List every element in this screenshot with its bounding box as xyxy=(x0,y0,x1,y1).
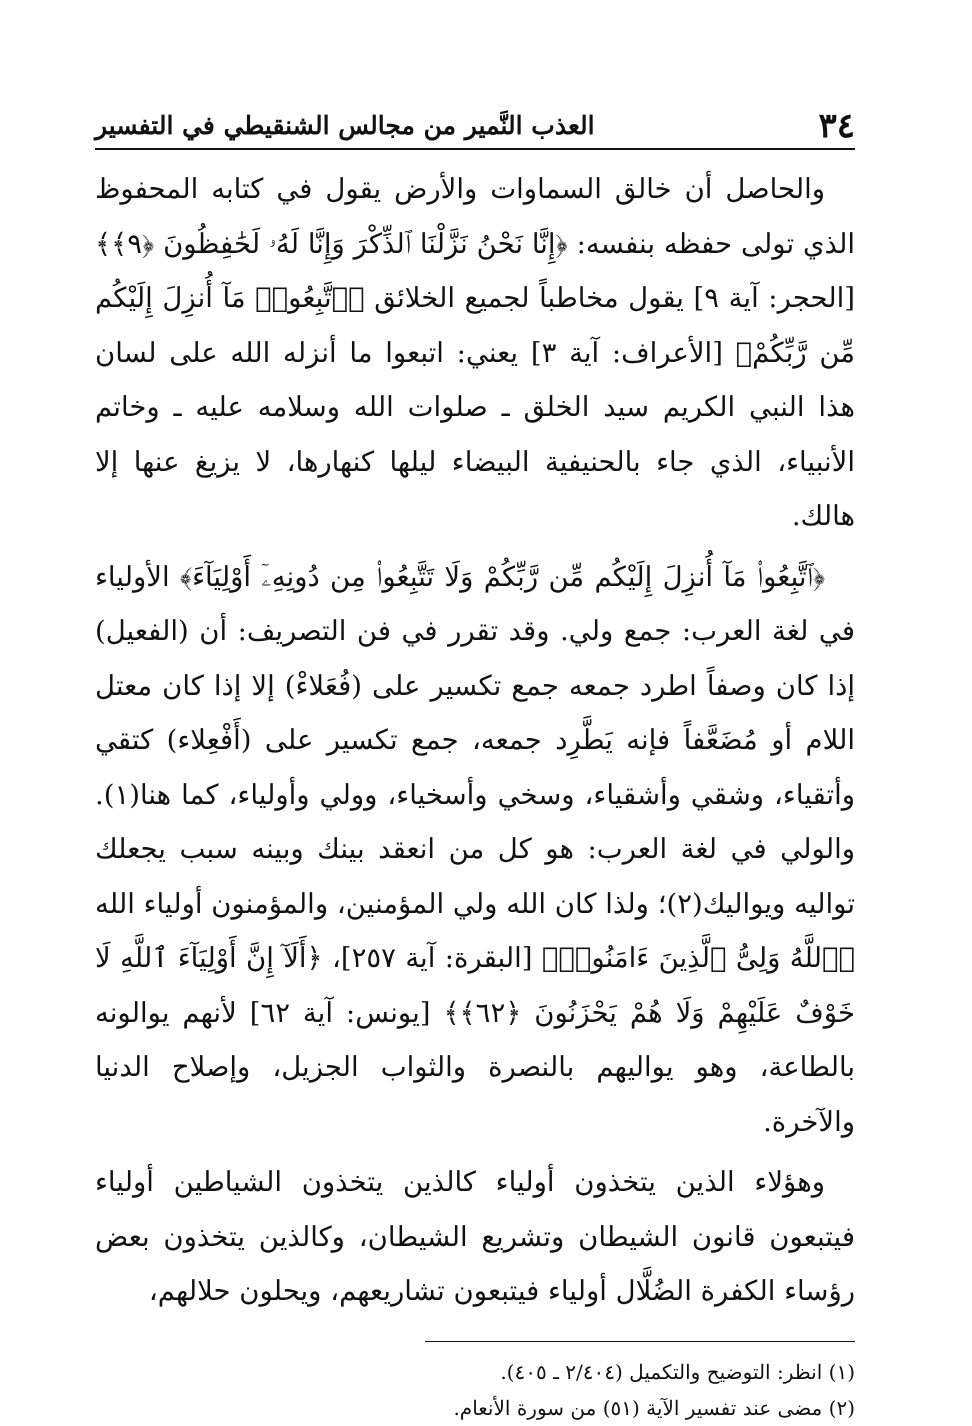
running-title: العذب النَّمير من مجالس الشنقيطي في التفسير xyxy=(95,111,595,140)
footnote: (٢) مضى عند تفسير الآية (٥١) من سورة الأنعام. xyxy=(453,1396,855,1420)
footnote: (١) انظر: التوضيح والتكميل (٢/٤٠٤ ـ ٤٠٥). xyxy=(500,1360,855,1384)
footnote-rule xyxy=(425,1341,855,1343)
book-page xyxy=(95,100,855,1426)
paragraph: والحاصل أن خالق السماوات والأرض يقول في كتابه المحفوظ الذي تولى حفظه بنفسه: ﴿إِنَّا نَحْنُ نَزَّلْنَا ٱلذِّكْرَ وَإِنَّا لَهُۥ لَحَٰفِظُونَ ﴿٩﴾﴾ [الحجر: آية ٩] يقول مخاطباً لجميع الخلائق ﴿ٱتَّبِعُوا۟ مَآ أُنزِلَ إِلَيْكُم مِّن رَّبِّكُمْ﴾ [الأعراف: آية ٣] يعني: اتبعوا ما أنزله الله على لسان هذا النبي الكريم سيد الخلق ـ صلوات الله وسلامه عليه ـ وخاتم الأنبياء، الذي جاء بالحنيفية البيضاء ليلها كنهارها، لا يزيغ عنها إلا هالك. xyxy=(95,173,856,532)
main-text xyxy=(95,162,855,1319)
header-rule xyxy=(95,148,855,150)
footnotes xyxy=(95,1354,855,1426)
paragraph: وهؤلاء الذين يتخذون أولياء كالذين يتخذون الشياطين أولياء فيتبعون قانون الشيطان وتشريع الشيطان، وكالذين يتخذون بعض رؤساء الكفرة الضُلَّال أولياء فيتبعون تشاريعهم، ويحلون حلالهم، xyxy=(95,1166,855,1307)
page-header xyxy=(95,100,855,146)
page-number: ٣٤ xyxy=(818,106,855,146)
paragraph: ﴿ٱتَّبِعُوا۟ مَآ أُنزِلَ إِلَيْكُم مِّن رَّبِّكُمْ وَلَا تَتَّبِعُوا۟ مِن دُونِهِۦٓ أَوْلِيَآءَ﴾ الأولياء في لغة العرب: جمع ولي. وقد تقرر في فن التصريف: أن (الفعيل) إذا كان وصفاً اطرد جمعه جمع تكسير على (فُعَلاءْ) إلا إذا كان معتل اللام أو مُضَعَّفاً فإنه يَطَّرِد جمعه، جمع تكسير على (أَفْعِلاء) كتقي وأتقياء، وشقي وأشقياء، وسخي وأسخياء، وولي وأولياء، كما هنا(١). والولي في لغة العرب: هو كل من انعقد بينك وبينه سبب يجعلك تواليه ويواليك(٢)؛ ولذا كان الله ولي المؤمنين، والمؤمنون أولياء الله ﴿ٱللَّهُ وَلِىُّ ٱلَّذِينَ ءَامَنُوا۟﴾ [البقرة: آية ٢٥٧]، ﴿أَلَآ إِنَّ أَوْلِيَآءَ ٱللَّهِ لَا خَوْفٌ عَلَيْهِمْ وَلَا هُمْ يَحْزَنُونَ ﴿٦٢﴾﴾ [يونس: آية ٦٢] لأنهم يوالونه بالطاعة، وهو يواليهم بالنصرة والثواب الجزيل، وإصلاح الدنيا والآخرة. xyxy=(95,560,856,1138)
